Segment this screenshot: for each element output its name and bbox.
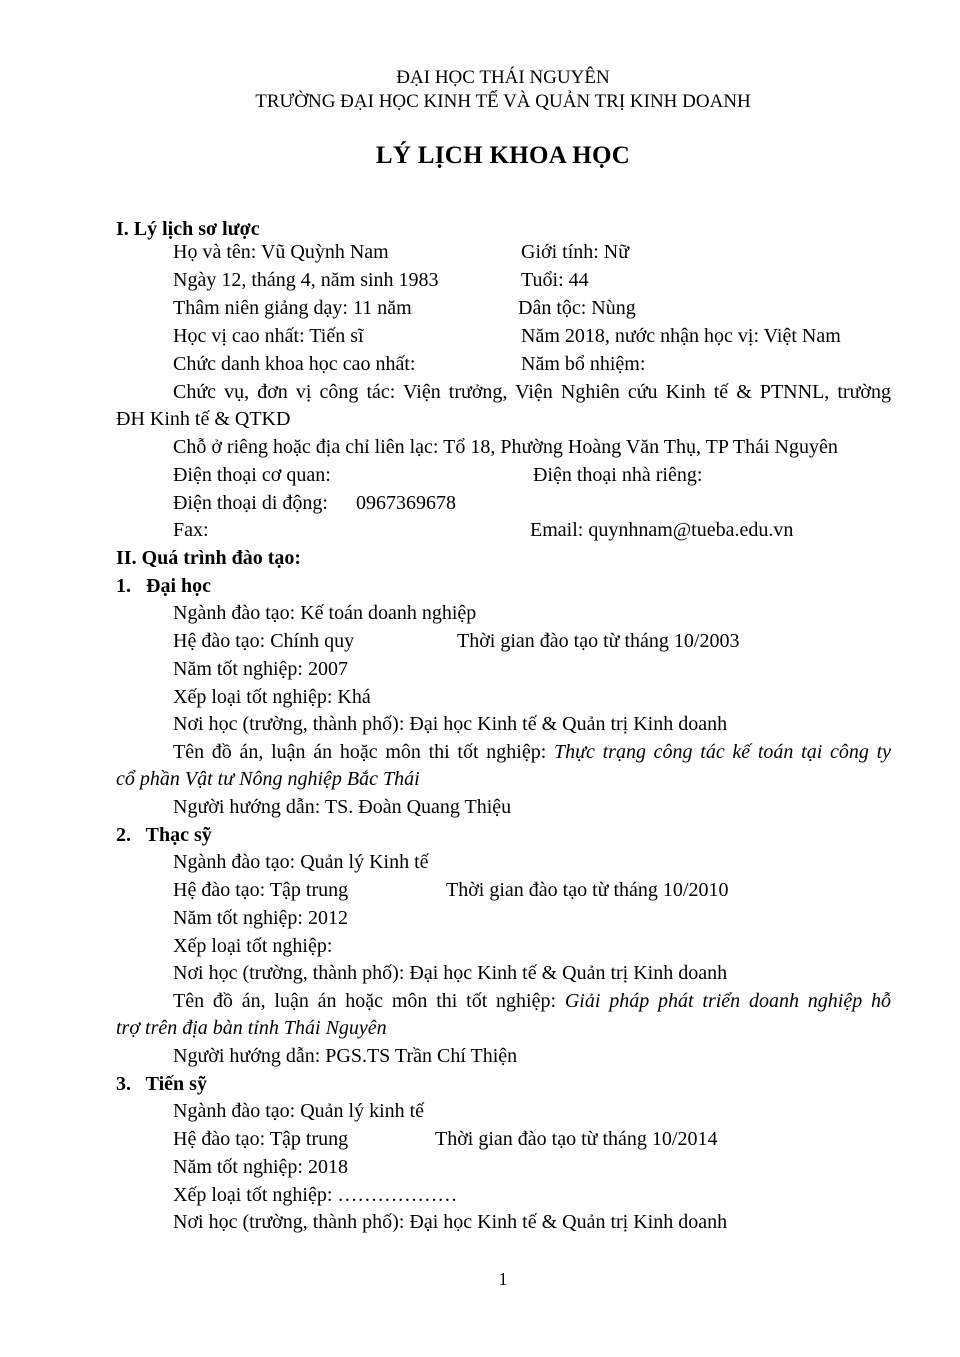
undergrad-thesis-line-1 — [173, 740, 891, 764]
fax: Fax: — [173, 519, 209, 541]
school-name: TRƯỜNG ĐẠI HỌC KINH TẾ VÀ QUẢN TRỊ KINH DOANH — [255, 91, 751, 112]
birth-date: Ngày 12, tháng 4, năm sinh 1983 — [173, 269, 439, 291]
doctor-heading: 3. Tiến sỹ — [116, 1073, 207, 1095]
highest-degree: Học vị cao nhất: Tiến sĩ — [173, 325, 364, 347]
master-thesis-title: Giải pháp phát triển doanh nghiệp hỗ — [564, 990, 892, 1012]
section-1-heading: I. Lý lịch sơ lược — [116, 218, 260, 240]
mobile-label: Điện thoại di động: — [173, 492, 328, 514]
undergrad-major: Ngành đào tạo: Kế toán doanh nghiệp — [173, 602, 477, 624]
undergrad-place: Nơi học (trường, thành phố): Đại học Kinh tế & Quản trị Kinh doanh — [173, 713, 728, 735]
undergrad-thesis-line-2: cổ phần Vật tư Nông nghiệp Bắc Thái — [116, 768, 420, 790]
address: Chỗ ở riêng hoặc địa chỉ liên lạc: Tổ 18, Phường Hoàng Văn Thụ, TP Thái Nguyên — [173, 436, 838, 458]
mobile-number: 0967369678 — [356, 492, 456, 514]
master-thesis-line-1 — [173, 989, 891, 1013]
document-title: LÝ LỊCH KHOA HỌC — [375, 142, 631, 169]
age: Tuổi: 44 — [521, 269, 589, 291]
master-thesis-label: Tên đồ án, luận án hoặc môn thi tốt nghiệp: — [173, 990, 565, 1012]
master-heading: 2. Thạc sỹ — [116, 824, 212, 846]
academic-title: Chức danh khoa học cao nhất: — [173, 353, 416, 375]
master-grad-year: Năm tốt nghiệp: 2012 — [173, 907, 348, 929]
position-line-1: Chức vụ, đơn vị công tác: Viện trưởng, Viện Nghiên cứu Kinh tế & PTNNL, trường — [173, 381, 891, 403]
master-thesis-line-2: trợ trên địa bàn tỉnh Thái Nguyên — [116, 1017, 387, 1039]
doctor-rank: Xếp loại tốt nghiệp: ……………… — [173, 1184, 458, 1206]
full-name: Họ và tên: Vũ Quỳnh Nam — [173, 241, 389, 263]
gender: Giới tính: Nữ — [521, 241, 630, 263]
appointment-year: Năm bổ nhiệm: — [521, 353, 646, 375]
undergrad-grad-year: Năm tốt nghiệp: 2007 — [173, 658, 348, 680]
university-name: ĐẠI HỌC THÁI NGUYÊN — [396, 67, 610, 88]
teaching-seniority: Thâm niên giảng dạy: 11 năm — [173, 297, 412, 319]
master-major: Ngành đào tạo: Quản lý Kinh tế — [173, 851, 429, 873]
doctor-system: Hệ đào tạo: Tập trung — [173, 1128, 349, 1150]
master-period: Thời gian đào tạo từ tháng 10/2010 — [446, 879, 729, 901]
master-place: Nơi học (trường, thành phố): Đại học Kinh tế & Quản trị Kinh doanh — [173, 962, 728, 984]
doctor-place: Nơi học (trường, thành phố): Đại học Kinh tế & Quản trị Kinh doanh — [173, 1211, 728, 1233]
undergrad-thesis-title: Thực trạng công tác kế toán tại công ty — [553, 741, 892, 763]
doctor-major: Ngành đào tạo: Quản lý kinh tế — [173, 1100, 425, 1122]
undergrad-thesis-label: Tên đồ án, luận án hoặc môn thi tốt nghiệp: — [173, 741, 554, 763]
undergrad-heading: 1. Đại học — [116, 575, 211, 597]
email: Email: quynhnam@tueba.edu.vn — [530, 519, 794, 541]
position-line-2: ĐH Kinh tế & QTKD — [116, 408, 291, 430]
undergrad-rank: Xếp loại tốt nghiệp: Khá — [173, 686, 371, 708]
undergrad-period: Thời gian đào tạo từ tháng 10/2003 — [457, 630, 740, 652]
degree-year: Năm 2018, nước nhận học vị: Việt Nam — [521, 325, 841, 347]
ethnicity: Dân tộc: Nùng — [518, 297, 636, 319]
page-number: 1 — [498, 1269, 508, 1289]
doctor-period: Thời gian đào tạo từ tháng 10/2014 — [435, 1128, 718, 1150]
master-rank: Xếp loại tốt nghiệp: — [173, 935, 333, 957]
home-phone: Điện thoại nhà riêng: — [533, 464, 703, 486]
master-system: Hệ đào tạo: Tập trung — [173, 879, 349, 901]
undergrad-advisor: Người hướng dẫn: TS. Đoàn Quang Thiệu — [173, 796, 512, 818]
section-2-heading: II. Quá trình đào tạo: — [116, 547, 302, 569]
undergrad-system: Hệ đào tạo: Chính quy — [173, 630, 355, 652]
office-phone: Điện thoại cơ quan: — [173, 464, 331, 486]
master-advisor: Người hướng dẫn: PGS.TS Trần Chí Thiện — [173, 1045, 518, 1067]
doctor-grad-year: Năm tốt nghiệp: 2018 — [173, 1156, 348, 1178]
